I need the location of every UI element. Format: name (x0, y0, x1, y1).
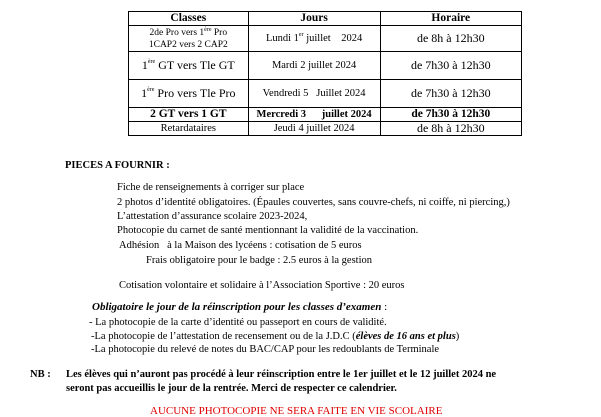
cell-jour: Vendredi 5 Juillet 2024 (248, 80, 380, 108)
list-item: Photocopie du carnet de santé mentionnant la validité de la vaccination. (117, 225, 419, 236)
table-row (129, 122, 522, 136)
table-row (129, 80, 522, 108)
list-item: -La photocopie du relevé de notes du BAC/CAP pour les redoublants de Terminale (91, 344, 440, 355)
cell-classes: Retardataires (129, 122, 249, 136)
list-item: Fiche de renseignements à corriger sur place (117, 182, 305, 193)
header-classes: Classes (129, 12, 249, 26)
nb-line2: seront pas accueillis le jour de la rentrée. Merci de respecter ce calendrier. (66, 383, 397, 394)
cell-horaire: de 8h à 12h30 (380, 26, 521, 52)
list-item: - La photocopie de la carte d’identité ou passeport en cours de validité. (89, 317, 387, 328)
adhesion-text: Adhésion à la Maison des lycéens : cotisation de 5 euros (119, 240, 362, 251)
header-jours: Jours (248, 12, 380, 26)
cell-jour: Jeudi 4 juillet 2024 (248, 122, 380, 136)
cell-jour: Lundi 1er juillet 2024 (248, 26, 380, 52)
nb-label: NB : (30, 369, 51, 380)
list-item: 2 photos d’identité obligatoires. (Épaules couvertes, sans couvre-chefs, ni coiffe, ni piercing,) (117, 197, 510, 208)
table-row (129, 26, 522, 52)
cell-classes: 1ère GT vers Tle GT (129, 52, 249, 80)
list-item: -La photocopie de l’attestation de recensement ou de la J.D.C (élèves de 16 ans et plus) (91, 331, 460, 342)
schedule-table (128, 11, 522, 136)
nb-line1: Les élèves qui n’auront pas procédé à leur réinscription entre le 1er juillet et le 12 juillet 2024 ne (66, 369, 497, 380)
pieces-title: PIECES A FOURNIR : (65, 160, 170, 171)
cell-horaire: de 7h30 à 12h30 (380, 52, 521, 80)
warning-text: AUCUNE PHOTOCOPIE NE SERA FAITE EN VIE SCOLAIRE (150, 405, 443, 417)
cell-classes: 2de Pro vers 1ère Pro 1CAP2 vers 2 CAP2 (129, 26, 249, 52)
cell-horaire: de 7h30 à 12h30 (380, 108, 521, 122)
cotisation-text: Cotisation volontaire et solidaire à l’Association Sportive : 20 euros (119, 280, 405, 291)
cell-jour: Mardi 2 juillet 2024 (248, 52, 380, 80)
table-row (129, 52, 522, 80)
cell-jour: Mercredi 3 juillet 2024 (248, 108, 380, 122)
cell-classes: 1ère Pro vers Tle Pro (129, 80, 249, 108)
cell-classes: 2 GT vers 1 GT (129, 108, 249, 122)
list-item: L’attestation d’assurance scolaire 2023-2024, (117, 211, 308, 222)
cell-horaire: de 8h à 12h30 (380, 122, 521, 136)
examen-title: Obligatoire le jour de la réinscription pour les classes d’examen : (92, 301, 388, 313)
cell-horaire: de 7h30 à 12h30 (380, 80, 521, 108)
header-horaire: Horaire (380, 12, 521, 26)
table-row (129, 108, 522, 122)
frais-text: Frais obligatoire pour le badge : 2.5 euros à la gestion (146, 255, 372, 266)
